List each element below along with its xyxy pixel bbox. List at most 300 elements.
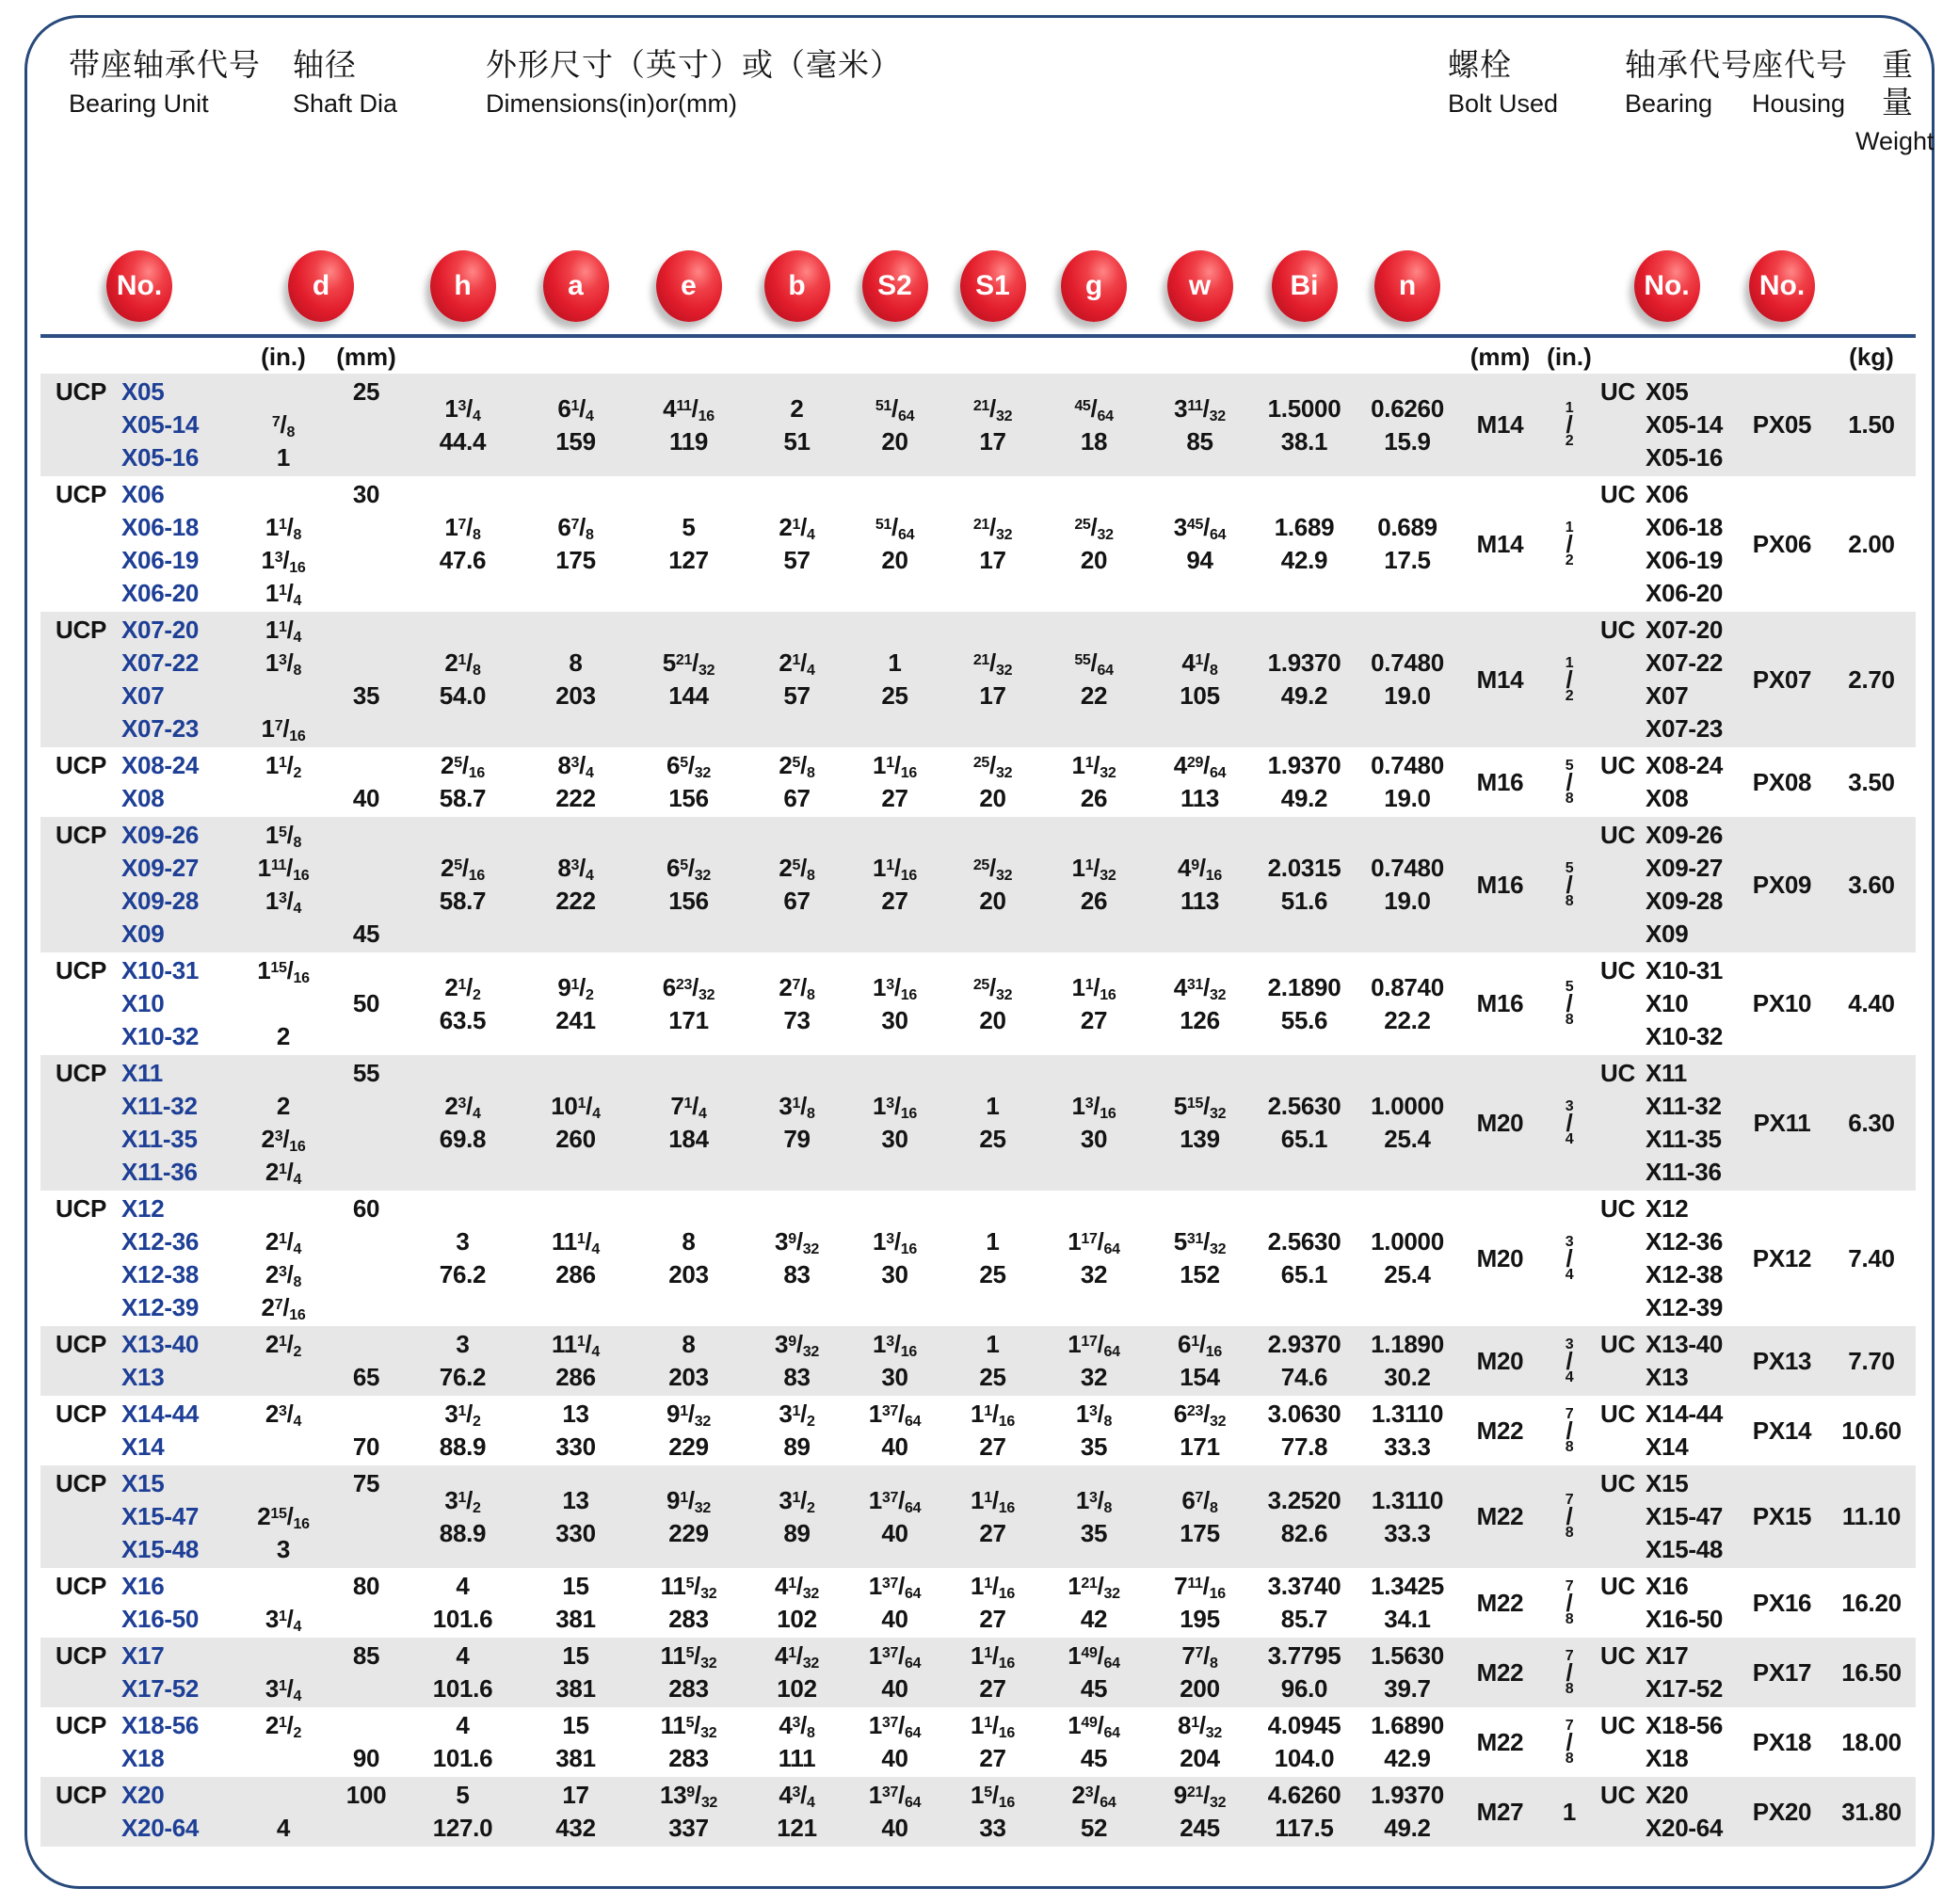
value-s2-in: $1^{37}/_{64}$ bbox=[868, 1400, 922, 1430]
bearing-prefix bbox=[1600, 852, 1646, 885]
col-s2 bbox=[846, 1057, 943, 1189]
value-e-mm: 203 bbox=[668, 1363, 709, 1391]
shaft-dia-in: $1^1/_4$ bbox=[265, 579, 302, 609]
col-s2 bbox=[846, 954, 943, 1053]
shaft-dia-in: $1^3/_{16}$ bbox=[261, 546, 306, 576]
col-n bbox=[1355, 1779, 1460, 1845]
col-w bbox=[1146, 1328, 1254, 1394]
shaft-dia-mm: 100 bbox=[345, 1781, 387, 1809]
model-prefix: UCP bbox=[56, 956, 106, 984]
value-s1-mm: 27 bbox=[979, 1432, 1006, 1461]
table-row-group bbox=[40, 1326, 1916, 1396]
model-prefix bbox=[56, 1742, 121, 1775]
value-s1-mm: 17 bbox=[979, 426, 1006, 456]
weight-kg: 11.10 bbox=[1841, 1502, 1902, 1530]
bearing-prefix bbox=[1600, 712, 1646, 745]
value-n-mm: 49.2 bbox=[1384, 1814, 1431, 1842]
col-e bbox=[630, 1328, 747, 1394]
header-bearing-unit-en: Bearing Unit bbox=[69, 89, 209, 118]
model-prefix bbox=[56, 885, 121, 918]
shaft-dia-in: $3^1/_4$ bbox=[265, 1674, 302, 1704]
model-prefix bbox=[56, 647, 121, 680]
value-a-mm: 330 bbox=[555, 1518, 596, 1547]
model-line bbox=[40, 1709, 404, 1742]
bearing-no-column bbox=[1598, 1640, 1735, 1705]
col-bi bbox=[1254, 1192, 1355, 1324]
value-bi-mm: 38.1 bbox=[1280, 426, 1328, 456]
shaft-dia-mm bbox=[329, 1291, 404, 1324]
housing-no: PX14 bbox=[1752, 1416, 1812, 1445]
bearing-no-line bbox=[1600, 614, 1735, 647]
value-b-in: $2^7/_8$ bbox=[779, 972, 815, 1003]
model-code: X08-24 bbox=[121, 751, 200, 779]
value-a-in: 15 bbox=[562, 1641, 589, 1670]
col-s1 bbox=[943, 1779, 1042, 1845]
col-w bbox=[1146, 478, 1254, 610]
model-code-cell bbox=[40, 1742, 238, 1775]
value-bi-in: 4.6260 bbox=[1267, 1781, 1341, 1809]
bearing-no-column bbox=[1598, 1779, 1735, 1845]
shaft-dia-in: $3^1/_4$ bbox=[265, 1605, 302, 1635]
bearing-prefix: UC bbox=[1600, 1330, 1635, 1358]
bearing-code: X11 bbox=[1646, 1059, 1687, 1087]
column-badges-row bbox=[40, 248, 1916, 325]
bearing-code: X16-50 bbox=[1646, 1605, 1724, 1633]
value-bi-in: 2.0315 bbox=[1267, 854, 1341, 882]
value-g-in: $^{45}/_{64}$ bbox=[1074, 393, 1114, 424]
shaft-dia-mm bbox=[329, 1398, 404, 1431]
value-w-mm: 195 bbox=[1180, 1605, 1220, 1633]
shaft-dia-mm bbox=[329, 1672, 404, 1705]
value-h-in: 4 bbox=[456, 1572, 470, 1600]
value-s1-mm: 25 bbox=[979, 1363, 1006, 1391]
value-g-mm: 35 bbox=[1080, 1518, 1108, 1547]
col-w bbox=[1146, 1467, 1254, 1566]
model-prefix bbox=[56, 1812, 121, 1845]
model-code: X14 bbox=[121, 1432, 165, 1461]
model-prefix bbox=[56, 441, 121, 474]
shaft-dia-mm bbox=[329, 1709, 404, 1742]
col-b bbox=[747, 1779, 846, 1845]
model-prefix: UCP bbox=[56, 1194, 106, 1223]
model-code-cell bbox=[40, 1812, 238, 1845]
value-a-in: 13 bbox=[562, 1400, 589, 1428]
model-prefix bbox=[56, 1225, 121, 1258]
bearing-code: X10 bbox=[1646, 989, 1689, 1017]
bearing-prefix: UC bbox=[1600, 1641, 1635, 1670]
model-code-cell bbox=[40, 1123, 238, 1156]
shaft-dia-in: $^7/_8$ bbox=[271, 410, 296, 440]
value-e-in: $11^5/_{32}$ bbox=[660, 1572, 717, 1602]
value-bi-in: 1.9370 bbox=[1267, 648, 1341, 677]
col-w bbox=[1146, 1709, 1254, 1775]
value-s1-in: $^{21}/_{32}$ bbox=[972, 393, 1013, 424]
col-w bbox=[1146, 749, 1254, 815]
model-column bbox=[40, 478, 404, 610]
bearing-no-line bbox=[1600, 478, 1735, 511]
col-bi bbox=[1254, 1398, 1355, 1464]
bearing-prefix bbox=[1600, 918, 1646, 951]
units-row bbox=[40, 340, 1916, 374]
shaft-dia-mm bbox=[329, 819, 404, 852]
value-bi-in: 1.9370 bbox=[1267, 751, 1341, 779]
col-n bbox=[1355, 1057, 1460, 1189]
bearing-prefix: UC bbox=[1600, 1400, 1635, 1428]
model-prefix: UCP bbox=[56, 751, 106, 779]
bolt-size-mm: M20 bbox=[1476, 1108, 1524, 1137]
value-a-mm: 260 bbox=[555, 1125, 596, 1153]
shaft-dia-mm bbox=[329, 954, 404, 987]
bearing-no-line bbox=[1600, 441, 1735, 474]
model-code-cell bbox=[40, 680, 238, 712]
col-a bbox=[522, 614, 630, 745]
model-line bbox=[40, 819, 404, 852]
col-h bbox=[404, 478, 522, 610]
bearing-no-line bbox=[1600, 987, 1735, 1020]
model-code: X07-23 bbox=[121, 714, 200, 743]
value-s2-mm: 27 bbox=[881, 784, 908, 812]
value-bi-in: 2.5630 bbox=[1267, 1092, 1341, 1120]
col-b bbox=[747, 1192, 846, 1324]
bolt-size-mm: M14 bbox=[1476, 664, 1524, 694]
model-prefix: UCP bbox=[56, 1400, 106, 1428]
header-shaft-dia-en: Shaft Dia bbox=[293, 89, 398, 118]
value-e-in: $13^9/_{32}$ bbox=[659, 1781, 718, 1811]
model-line bbox=[40, 1742, 404, 1775]
shaft-dia-in: $2^3/_{16}$ bbox=[261, 1125, 306, 1155]
value-e-mm: 144 bbox=[668, 681, 709, 710]
model-code-cell bbox=[40, 1156, 238, 1189]
col-s1 bbox=[943, 1709, 1042, 1775]
bearing-code: X14-44 bbox=[1646, 1400, 1724, 1428]
value-bi-in: 2.1890 bbox=[1267, 972, 1341, 1001]
value-bi-in: 3.2520 bbox=[1267, 1485, 1341, 1514]
value-h-in: 4 bbox=[456, 1641, 470, 1670]
model-prefix bbox=[56, 1431, 121, 1464]
value-w-in: $5^{15}/_{32}$ bbox=[1173, 1092, 1227, 1122]
shaft-dia-mm bbox=[329, 852, 404, 885]
col-b bbox=[747, 376, 846, 474]
value-bi-mm: 65.1 bbox=[1280, 1125, 1328, 1153]
housing-no: PX06 bbox=[1752, 529, 1812, 558]
value-w-in: $7^{11}/_{16}$ bbox=[1174, 1572, 1226, 1602]
unit-shaft-mm: (mm) bbox=[336, 342, 396, 371]
value-b-in: $3^1/_2$ bbox=[779, 1485, 815, 1516]
bolt-size-mm: M22 bbox=[1476, 1588, 1524, 1617]
value-g-in: $1^{49}/_{64}$ bbox=[1068, 1641, 1120, 1672]
shaft-dia-mm bbox=[329, 647, 404, 680]
col-e bbox=[630, 1398, 747, 1464]
weight-kg: 10.60 bbox=[1841, 1416, 1902, 1445]
col-w bbox=[1146, 614, 1254, 745]
col-a bbox=[522, 1398, 630, 1464]
bearing-no-line bbox=[1600, 852, 1735, 885]
model-column bbox=[40, 819, 404, 951]
col-n bbox=[1355, 954, 1460, 1053]
model-prefix bbox=[56, 987, 121, 1020]
model-line bbox=[40, 1258, 404, 1291]
bearing-code: X06 bbox=[1646, 480, 1689, 508]
col-w bbox=[1146, 1192, 1254, 1324]
bearing-no-column bbox=[1598, 1570, 1735, 1636]
bearing-no-line bbox=[1600, 1361, 1735, 1394]
shaft-dia-mm bbox=[329, 614, 404, 647]
table-row-group bbox=[40, 747, 1916, 817]
shaft-dia-in: $1^1/_2$ bbox=[265, 751, 302, 781]
model-column bbox=[40, 954, 404, 1053]
value-h-mm: 58.7 bbox=[439, 784, 487, 812]
model-line bbox=[40, 987, 404, 1020]
bearing-prefix: UC bbox=[1600, 377, 1635, 406]
shaft-dia-mm: 35 bbox=[352, 681, 380, 710]
value-w-in: $3^{11}/_{32}$ bbox=[1174, 393, 1226, 424]
housing-no: PX11 bbox=[1753, 1108, 1811, 1137]
bolt-size-mm: M16 bbox=[1476, 870, 1524, 899]
bolt-size-in: 3 / 4 bbox=[1565, 1097, 1574, 1147]
value-w-mm: 113 bbox=[1180, 784, 1220, 812]
weight-kg: 4.40 bbox=[1848, 989, 1895, 1017]
value-bi-mm: 74.6 bbox=[1280, 1363, 1328, 1391]
value-bi-mm: 82.6 bbox=[1280, 1518, 1328, 1547]
table-row-group bbox=[40, 1396, 1916, 1465]
bearing-no-line bbox=[1600, 1672, 1735, 1705]
model-line bbox=[40, 1672, 404, 1705]
shaft-dia-in: 4 bbox=[276, 1814, 291, 1842]
value-e-mm: 184 bbox=[668, 1125, 709, 1153]
value-n-in: 1.5630 bbox=[1371, 1641, 1444, 1670]
bearing-no-column bbox=[1598, 819, 1735, 951]
value-n-in: 0.6260 bbox=[1371, 393, 1444, 423]
model-prefix: UCP bbox=[56, 1641, 106, 1670]
bearing-code: X10-32 bbox=[1646, 1022, 1724, 1050]
value-w-mm: 94 bbox=[1186, 546, 1213, 574]
model-code: X11-35 bbox=[121, 1125, 198, 1153]
value-h-in: 5 bbox=[456, 1781, 470, 1809]
shaft-dia-in bbox=[238, 376, 329, 408]
model-code-cell bbox=[40, 577, 238, 610]
col-n bbox=[1355, 478, 1460, 610]
model-line bbox=[40, 1779, 404, 1812]
col-s2 bbox=[846, 749, 943, 815]
bearing-prefix bbox=[1600, 1123, 1646, 1156]
value-n-mm: 30.2 bbox=[1384, 1363, 1431, 1391]
value-a-in: $6^1/_4$ bbox=[557, 393, 594, 424]
col-e bbox=[630, 478, 747, 610]
value-n-in: 1.3425 bbox=[1371, 1572, 1444, 1600]
col-w bbox=[1146, 954, 1254, 1053]
col-s1 bbox=[943, 749, 1042, 815]
col-h bbox=[404, 954, 522, 1053]
bearing-prefix bbox=[1600, 1812, 1646, 1845]
bearing-prefix bbox=[1600, 1603, 1646, 1636]
value-s1-in: $^{25}/_{32}$ bbox=[972, 751, 1013, 781]
value-e-in: 8 bbox=[682, 1330, 696, 1358]
column-badge-w: w bbox=[1167, 250, 1233, 322]
table-row-group bbox=[40, 1568, 1916, 1638]
col-g bbox=[1042, 1640, 1146, 1705]
value-h-mm: 47.6 bbox=[439, 546, 487, 574]
value-b-in: $3^9/_{32}$ bbox=[775, 1330, 819, 1360]
value-b-in: $2^1/_4$ bbox=[779, 648, 815, 679]
value-n-in: 1.1890 bbox=[1371, 1330, 1444, 1358]
value-w-in: $3^{45}/_{64}$ bbox=[1173, 513, 1227, 543]
bearing-no-line bbox=[1600, 1742, 1735, 1775]
value-e-mm: 203 bbox=[668, 1260, 709, 1288]
value-b-in: $4^1/_{32}$ bbox=[775, 1572, 819, 1602]
model-prefix bbox=[56, 1533, 121, 1566]
value-bi-in: 1.689 bbox=[1274, 513, 1335, 541]
col-a bbox=[522, 478, 630, 610]
model-column bbox=[40, 1640, 404, 1705]
bearing-code: X07 bbox=[1646, 681, 1689, 710]
col-a bbox=[522, 1779, 630, 1845]
shaft-dia-in: $2^3/_8$ bbox=[265, 1260, 302, 1290]
value-b-in: $3^9/_{32}$ bbox=[775, 1227, 819, 1257]
model-line bbox=[40, 1533, 404, 1566]
badge-cell bbox=[1146, 250, 1254, 322]
value-n-mm: 25.4 bbox=[1384, 1260, 1431, 1288]
value-g-mm: 32 bbox=[1080, 1363, 1108, 1391]
value-s2-mm: 20 bbox=[881, 426, 908, 456]
column-badge-housing-no: No. bbox=[1749, 250, 1815, 322]
value-h-mm: 127.0 bbox=[432, 1814, 493, 1842]
housing-no: PX16 bbox=[1752, 1588, 1812, 1617]
value-s2-in: $^{51}/_{64}$ bbox=[875, 513, 915, 543]
value-n-in: 0.7480 bbox=[1371, 751, 1444, 779]
bearing-no-column bbox=[1598, 1467, 1735, 1566]
bolt-size-in: 7 / 8 bbox=[1565, 1647, 1574, 1697]
model-line bbox=[40, 852, 404, 885]
unit-weight-kg: (kg) bbox=[1849, 342, 1894, 371]
value-g-mm: 20 bbox=[1080, 546, 1108, 574]
col-s1 bbox=[943, 478, 1042, 610]
bolt-size-in: 1 / 2 bbox=[1565, 519, 1574, 568]
col-bi bbox=[1254, 954, 1355, 1053]
bearing-no-line bbox=[1600, 680, 1735, 712]
shaft-dia-in bbox=[238, 1742, 329, 1775]
model-line bbox=[40, 680, 404, 712]
value-e-mm: 156 bbox=[668, 784, 709, 812]
header-bearing-no-en: Bearing bbox=[1625, 89, 1713, 118]
value-a-mm: 432 bbox=[555, 1814, 596, 1842]
col-w bbox=[1146, 1779, 1254, 1845]
col-bi bbox=[1254, 749, 1355, 815]
bearing-prefix bbox=[1600, 782, 1646, 815]
value-s1-mm: 27 bbox=[979, 1518, 1006, 1547]
header-housing-no bbox=[1752, 46, 1848, 118]
header-dimensions-en: Dimensions(in)or(mm) bbox=[486, 89, 738, 118]
value-n-mm: 42.9 bbox=[1384, 1744, 1431, 1772]
bearing-code: X18-56 bbox=[1646, 1711, 1724, 1739]
value-g-in: $^{25}/_{32}$ bbox=[1074, 513, 1114, 543]
value-a-in: $8^3/_4$ bbox=[557, 854, 594, 884]
shaft-dia-in: $1^{11}/_{16}$ bbox=[257, 854, 310, 884]
bearing-no-line bbox=[1600, 1192, 1735, 1225]
model-code-cell bbox=[40, 614, 238, 647]
badge-cell bbox=[404, 250, 522, 322]
value-s1-mm: 17 bbox=[979, 546, 1006, 574]
model-prefix bbox=[56, 544, 121, 577]
shaft-dia-in: 2 bbox=[276, 1022, 291, 1050]
header-weight-cn: 重量 bbox=[1882, 47, 1914, 120]
value-h-in: $2^5/_{16}$ bbox=[441, 854, 485, 884]
model-code-cell bbox=[40, 1328, 238, 1361]
col-b bbox=[747, 1057, 846, 1189]
bearing-no-line bbox=[1600, 1431, 1735, 1464]
shaft-dia-in: 2 bbox=[276, 1092, 291, 1120]
model-prefix bbox=[56, 1123, 121, 1156]
header-bearing-unit bbox=[69, 46, 261, 118]
bearing-no-line bbox=[1600, 712, 1735, 745]
bearing-code: X06-18 bbox=[1646, 513, 1724, 541]
col-s2 bbox=[846, 819, 943, 951]
col-e bbox=[630, 1467, 747, 1566]
bearing-no-line bbox=[1600, 1779, 1735, 1812]
model-prefix bbox=[56, 782, 121, 815]
value-h-in: 3 bbox=[456, 1330, 470, 1358]
col-g bbox=[1042, 954, 1146, 1053]
value-n-in: 1.9370 bbox=[1371, 1781, 1444, 1809]
value-s2-in: $1^1/_{16}$ bbox=[873, 854, 917, 884]
value-w-in: $8^1/_{32}$ bbox=[1178, 1711, 1222, 1741]
model-prefix: UCP bbox=[56, 821, 106, 849]
bearing-prefix: UC bbox=[1600, 1781, 1635, 1809]
value-s2-mm: 30 bbox=[881, 1125, 908, 1153]
bearing-no-column bbox=[1598, 376, 1735, 474]
value-g-mm: 45 bbox=[1080, 1674, 1108, 1703]
col-e bbox=[630, 1057, 747, 1189]
value-b-in: $2^5/_8$ bbox=[779, 854, 815, 884]
header-housing-no-en: Housing bbox=[1752, 89, 1846, 118]
housing-no: PX10 bbox=[1752, 989, 1812, 1017]
spec-table-body bbox=[40, 374, 1916, 1847]
shaft-dia-mm: 85 bbox=[352, 1641, 380, 1670]
model-line bbox=[40, 1361, 404, 1394]
shaft-dia-in: $2^1/_4$ bbox=[265, 1158, 302, 1188]
bearing-code: X16 bbox=[1646, 1572, 1689, 1600]
value-bi-mm: 51.6 bbox=[1280, 887, 1328, 915]
shaft-dia-mm bbox=[329, 1533, 404, 1566]
shaft-dia-in: $2^7/_{16}$ bbox=[261, 1293, 306, 1323]
value-e-in: $6^5/_{32}$ bbox=[666, 854, 711, 884]
model-code-cell bbox=[40, 1090, 238, 1123]
table-row-group bbox=[40, 1777, 1916, 1847]
value-s1-mm: 25 bbox=[979, 1125, 1006, 1153]
bearing-code: X11-36 bbox=[1646, 1158, 1722, 1186]
model-code-cell bbox=[40, 1570, 238, 1603]
value-a-mm: 241 bbox=[555, 1005, 596, 1034]
bearing-no-line bbox=[1600, 1812, 1735, 1845]
col-h bbox=[404, 1192, 522, 1324]
value-a-in: $6^7/_8$ bbox=[557, 513, 594, 543]
model-code: X20 bbox=[121, 1781, 165, 1809]
model-code-cell bbox=[40, 1057, 238, 1090]
value-e-mm: 283 bbox=[668, 1674, 709, 1703]
shaft-dia-mm bbox=[329, 544, 404, 577]
model-code: X06 bbox=[121, 480, 165, 508]
model-code-cell bbox=[40, 1500, 238, 1533]
bearing-no-line bbox=[1600, 376, 1735, 408]
bearing-prefix bbox=[1600, 1156, 1646, 1189]
model-code: X14-44 bbox=[121, 1400, 200, 1428]
shaft-dia-mm: 80 bbox=[352, 1572, 380, 1600]
table-row-group bbox=[40, 1055, 1916, 1191]
col-s2 bbox=[846, 1467, 943, 1566]
bearing-code: X09-28 bbox=[1646, 887, 1724, 915]
value-b-in: $2^5/_8$ bbox=[779, 751, 815, 781]
bearing-code: X05-14 bbox=[1646, 410, 1724, 439]
model-code: X05-14 bbox=[121, 410, 200, 439]
